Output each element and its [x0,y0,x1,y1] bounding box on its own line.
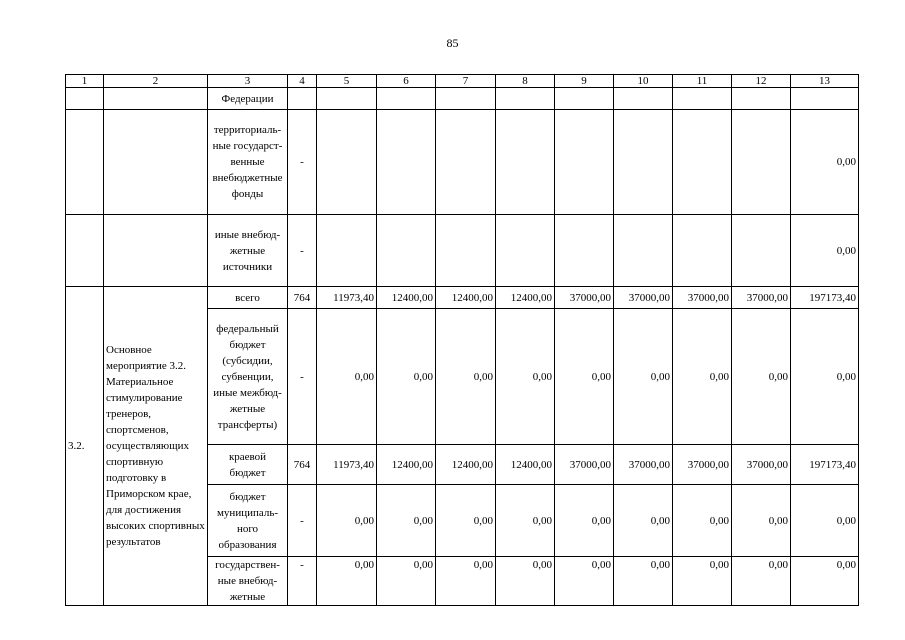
value-cell [377,215,436,287]
empty-cell [104,215,208,287]
value-cell [614,215,673,287]
value-cell: 37000,00 [614,445,673,485]
value-cell: 0,00 [732,309,791,445]
budget-code-cell: 764 [288,445,317,485]
value-cell [377,110,436,215]
column-number-cell: 2 [104,75,208,88]
value-cell [436,215,496,287]
table-row [66,110,859,215]
value-cell: 37000,00 [614,287,673,309]
budget-code-cell [288,88,317,110]
funding-source-cell: государствен-ные внебюд-жетные [208,557,288,606]
value-cell: 12400,00 [377,287,436,309]
value-cell [436,110,496,215]
value-cell: 0,00 [496,557,555,606]
funding-source-cell: бюджет муниципаль-ного образования [208,485,288,557]
value-cell [732,215,791,287]
value-cell: 0,00 [673,485,732,557]
value-cell [614,110,673,215]
budget-code-cell: - [288,557,317,606]
value-cell [791,88,859,110]
value-cell: 12400,00 [496,445,555,485]
value-cell: 0,00 [317,309,377,445]
value-cell [732,110,791,215]
value-cell [317,88,377,110]
budget-table [65,74,859,606]
column-number-cell: 6 [377,75,436,88]
value-cell [317,110,377,215]
value-cell [377,88,436,110]
page-number: 85 [446,36,459,50]
value-cell: 0,00 [555,485,614,557]
value-cell: 0,00 [791,485,859,557]
value-cell: 0,00 [377,485,436,557]
table-row [66,88,859,110]
value-cell [614,88,673,110]
value-cell: 0,00 [436,485,496,557]
value-cell: 11973,40 [317,287,377,309]
value-cell [732,88,791,110]
table-body [66,75,859,606]
funding-source-cell: иные внебюд-жетные источники [208,215,288,287]
value-cell [555,215,614,287]
column-number-cell: 3 [208,75,288,88]
column-number-cell: 11 [673,75,732,88]
value-cell: 12400,00 [436,287,496,309]
value-cell: 12400,00 [496,287,555,309]
column-number-cell: 1 [66,75,104,88]
value-cell: 0,00 [555,309,614,445]
value-cell: 0,00 [317,557,377,606]
table-row [66,215,859,287]
value-cell: 37000,00 [555,445,614,485]
empty-cell [104,88,208,110]
value-cell [555,110,614,215]
column-number-cell: 5 [317,75,377,88]
value-cell: 12400,00 [377,445,436,485]
budget-code-cell: 764 [288,287,317,309]
value-cell: 0,00 [791,110,859,215]
value-cell: 0,00 [436,309,496,445]
column-number-cell: 10 [614,75,673,88]
value-cell: 0,00 [732,557,791,606]
value-cell: 12400,00 [436,445,496,485]
value-cell: 0,00 [555,557,614,606]
budget-code-cell: - [288,215,317,287]
value-cell: 37000,00 [555,287,614,309]
value-cell: 0,00 [614,309,673,445]
value-cell [496,215,555,287]
value-cell: 37000,00 [732,445,791,485]
value-cell: 0,00 [436,557,496,606]
value-cell: 37000,00 [673,445,732,485]
column-number-cell: 9 [555,75,614,88]
table-row [66,287,859,309]
value-cell: 0,00 [317,485,377,557]
funding-source-cell: всего [208,287,288,309]
value-cell: 0,00 [614,557,673,606]
empty-cell [104,110,208,215]
budget-code-cell: - [288,485,317,557]
value-cell: 0,00 [791,309,859,445]
budget-code-cell: - [288,110,317,215]
value-cell [317,215,377,287]
value-cell: 0,00 [673,309,732,445]
value-cell: 0,00 [732,485,791,557]
column-number-cell: 13 [791,75,859,88]
value-cell [673,110,732,215]
value-cell [555,88,614,110]
value-cell: 0,00 [673,557,732,606]
empty-cell [66,215,104,287]
value-cell: 0,00 [496,309,555,445]
section-description: Основное мероприятие 3.2. Материальное стимулирование тренеров, спортсменов, осуществляющих спортивную подготовку в Приморском крае, для достижения высоких спортивных результатов [104,287,208,606]
section-number: 3.2. [66,287,104,606]
value-cell: 37000,00 [673,287,732,309]
value-cell: 0,00 [377,557,436,606]
column-number-cell: 4 [288,75,317,88]
value-cell [673,215,732,287]
funding-source-cell: Федерации [208,88,288,110]
value-cell: 0,00 [377,309,436,445]
empty-cell [66,110,104,215]
value-cell [436,88,496,110]
column-number-cell: 7 [436,75,496,88]
column-number-row [66,75,859,88]
column-number-cell: 8 [496,75,555,88]
value-cell: 0,00 [791,215,859,287]
column-number-cell: 12 [732,75,791,88]
value-cell: 0,00 [614,485,673,557]
funding-source-cell: федеральный бюджет (субсидии, субвенции, иные межбюд-жетные трансферты) [208,309,288,445]
empty-cell [66,88,104,110]
budget-code-cell: - [288,309,317,445]
value-cell [496,88,555,110]
value-cell [673,88,732,110]
funding-source-cell: краевой бюджет [208,445,288,485]
value-cell [496,110,555,215]
value-cell: 0,00 [791,557,859,606]
value-cell: 37000,00 [732,287,791,309]
value-cell: 197173,40 [791,287,859,309]
value-cell: 197173,40 [791,445,859,485]
value-cell: 11973,40 [317,445,377,485]
funding-source-cell: территориаль-ные государст-венные внебюджетные фонды [208,110,288,215]
value-cell: 0,00 [496,485,555,557]
